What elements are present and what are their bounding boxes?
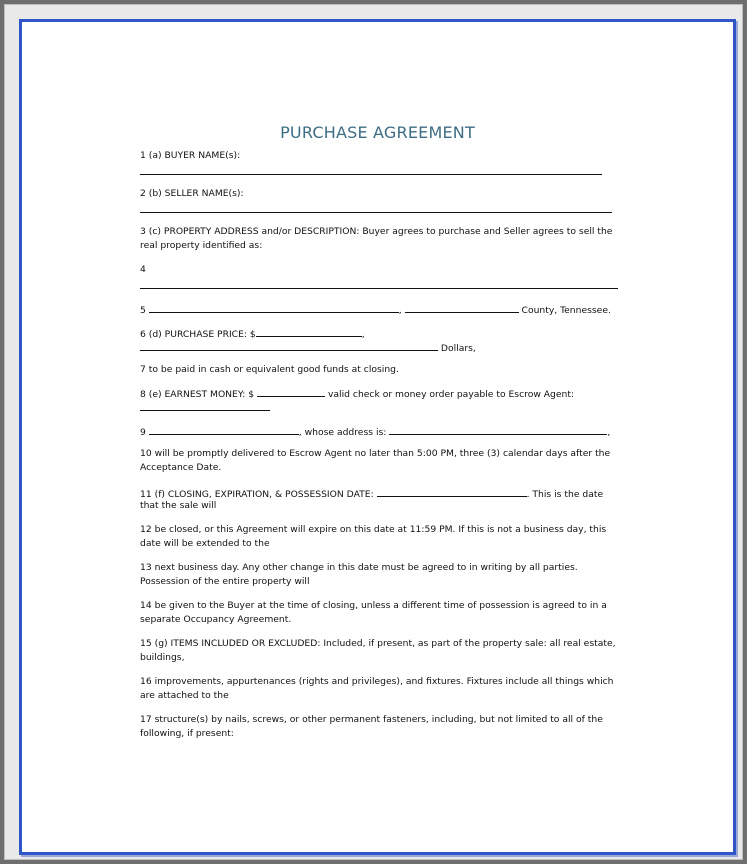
line-12: 12 be closed, or this Agreement will expire on this date at 11:59 PM. If this is not a business day, this (140, 524, 607, 535)
escrow-agent-field[interactable] (140, 400, 270, 415)
line-17-cont: following, if present: (140, 728, 234, 739)
line-property-address-cont: real property identified as: (140, 240, 263, 251)
county-field[interactable] (405, 302, 519, 313)
document-viewer (4, 4, 743, 860)
line-paid-cash: 7 to be paid in cash or equivalent good funds at closing. (140, 364, 399, 375)
line-4-number: 4 (140, 264, 146, 275)
address-field[interactable] (149, 302, 399, 313)
line-seller-name: 2 (b) SELLER NAME(s): (140, 188, 244, 199)
line-10: 10 will be promptly delivered to Escrow Agent no later than 5:00 PM, three (3) calendar days after the (140, 448, 611, 459)
escrow-address-field[interactable] (389, 424, 607, 435)
property-description-field[interactable] (140, 278, 618, 293)
line-15: 15 (g) ITEMS INCLUDED OR EXCLUDED: Included, if present, as part of the property sale: all real estate, (140, 638, 616, 649)
page-title: PURCHASE AGREEMENT (280, 123, 475, 142)
line-11-cont: that the sale will (140, 500, 217, 511)
purchase-price-words-field[interactable] (140, 340, 438, 351)
line-county: 5 , County, Tennessee. (140, 302, 611, 317)
line-15-cont: buildings, (140, 652, 185, 663)
earnest-money-field[interactable] (257, 386, 325, 397)
document-page (19, 19, 736, 855)
line-dollars: Dollars, (140, 340, 476, 355)
line-escrow-address: 9 , whose address is: , (140, 424, 610, 439)
line-property-address: 3 (c) PROPERTY ADDRESS and/or DESCRIPTION: Buyer agrees to purchase and Seller agrees to sell the (140, 226, 613, 237)
line-10-cont: Acceptance Date. (140, 462, 222, 473)
line-12-cont: date will be extended to the (140, 538, 270, 549)
line-closing-date: 11 (f) CLOSING, EXPIRATION, & POSSESSION DATE: . This is the date (140, 486, 603, 501)
line-14-cont: separate Occupancy Agreement. (140, 614, 292, 625)
line-13: 13 next business day. Any other change in this date must be agreed to in writing by all parties. (140, 562, 578, 573)
line-17: 17 structure(s) by nails, screws, or other permanent fasteners, including, but not limited to all of the (140, 714, 603, 725)
purchase-price-field[interactable] (256, 326, 362, 337)
line-16-cont: are attached to the (140, 690, 229, 701)
line-13-cont: Possession of the entire property will (140, 576, 310, 587)
line-14: 14 be given to the Buyer at the time of closing, unless a different time of possession is agreed to in a (140, 600, 607, 611)
escrow-name-field[interactable] (149, 424, 299, 435)
line-16: 16 improvements, appurtenances (rights and privileges), and fixtures. Fixtures include all things which (140, 676, 614, 687)
line-earnest-money: 8 (e) EARNEST MONEY: $ valid check or money order payable to Escrow Agent: (140, 386, 574, 401)
line-buyer-name: 1 (a) BUYER NAME(s): (140, 150, 241, 161)
line-purchase-price: 6 (d) PURCHASE PRICE: $ , (140, 326, 365, 341)
closing-date-field[interactable] (377, 486, 527, 497)
seller-name-field[interactable] (140, 202, 612, 217)
buyer-name-field[interactable] (140, 164, 602, 179)
